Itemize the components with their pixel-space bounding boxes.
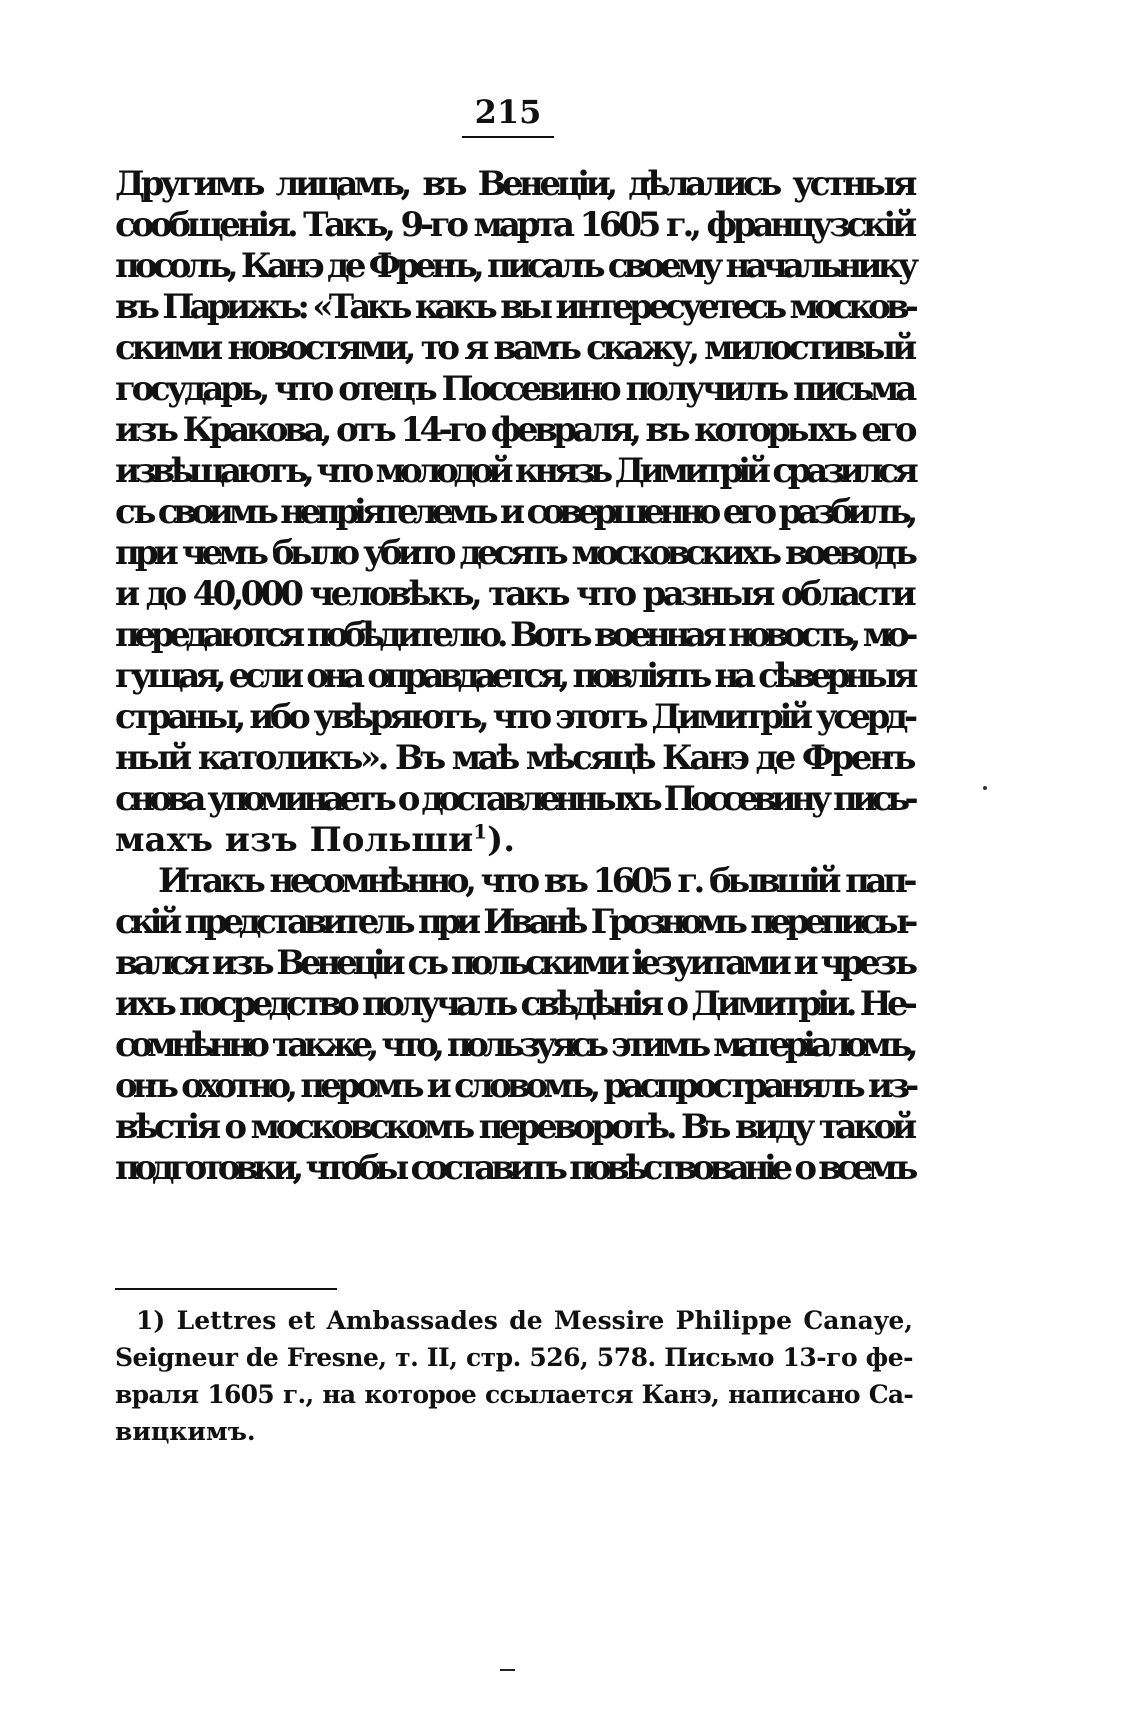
- footnote-separator: [115, 1288, 337, 1290]
- text-line: передаются побѣдителю. Вотъ военная новость, мо-: [115, 615, 913, 655]
- page-number-rule: [462, 136, 554, 138]
- text-line: извѣщаютъ, что молодой князь Димитрій сразился: [115, 451, 914, 491]
- text-line: Итакъ несомнѣнно, что въ 1605 г. бывшій пап-: [158, 861, 913, 901]
- print-speck: [500, 1669, 515, 1671]
- footnote-reference-tail: ).: [487, 820, 516, 860]
- print-speck: [983, 786, 987, 790]
- text-line: и до 40,000 человѣкъ, такъ что разныя области: [115, 574, 913, 614]
- text-line: ихъ посредство получалъ свѣдѣнія о Димитріи. Не-: [115, 984, 913, 1024]
- text-line-with-footnote-ref: [115, 818, 913, 862]
- text-line: государь, что отецъ Поссевино получилъ письма: [115, 369, 913, 409]
- text-line: страны, ибо увѣряютъ, что этотъ Димитрій усерд-: [115, 697, 914, 737]
- text-line: съ своимъ непріятелемъ и совершенно его разбилъ,: [115, 492, 913, 532]
- page-number: 215: [474, 93, 542, 131]
- text-line: онъ охотно, перомъ и словомъ, распространялъ из-: [115, 1066, 915, 1106]
- text-line: вался изъ Венеціи съ польскими іезуитами и чрезъ: [115, 943, 913, 983]
- text-line: изъ Кракова, отъ 14-го февраля, въ которыхъ его: [115, 410, 913, 450]
- footnote-line: враля 1605 г., на которое ссылается Канэ, написано Са-: [115, 1380, 913, 1409]
- text-line: вѣстія о московскомъ переворотѣ. Въ виду такой: [115, 1107, 913, 1147]
- footnote-line: вицкимъ.: [115, 1417, 256, 1446]
- text-line: скій представитель при Иванѣ Грозномъ переписы-: [115, 902, 913, 942]
- text-line: посолъ, Канэ де Френъ, писалъ своему начальнику: [115, 246, 915, 286]
- text-line: подготовки, чтобы составить повѣствованіе о всемъ: [115, 1148, 913, 1188]
- footnote-text: Lettres et Ambassades de Messire Philippe Canaye,: [176, 1306, 913, 1335]
- footnote-line: Seigneur de Fresne, т. II, стр. 526, 578. Письмо 13-го фе-: [115, 1343, 913, 1372]
- text-line: сомнѣнно также, что, пользуясь этимъ матеріаломъ,: [115, 1025, 913, 1065]
- text-line: ный католикъ». Въ маѣ мѣсяцѣ Канэ де Френъ: [115, 738, 913, 778]
- text-line: гущая, если она оправдается, повліять на сѣверныя: [115, 656, 913, 696]
- text-line: при чемъ было убито десять московскихъ воеводъ: [115, 533, 913, 573]
- text-line: Другимъ лицамъ, въ Венеціи, дѣлались устныя: [115, 164, 913, 204]
- text-line-content: махъ изъ Польши: [115, 820, 474, 860]
- text-line: въ Парижъ: «Такъ какъ вы интересуетесь москов-: [115, 287, 915, 327]
- footnote-reference: 1: [473, 819, 488, 844]
- footnote-marker: 1): [136, 1306, 166, 1335]
- text-line: сообщенія. Такъ, 9-го марта 1605 г., французскій: [115, 205, 913, 245]
- text-line: снова упоминаетъ о доставленныхъ Поссевину пись-: [115, 779, 913, 819]
- footnote-line: [136, 1303, 913, 1339]
- text-line: скими новостями, то я вамъ скажу, милостивый: [115, 328, 913, 368]
